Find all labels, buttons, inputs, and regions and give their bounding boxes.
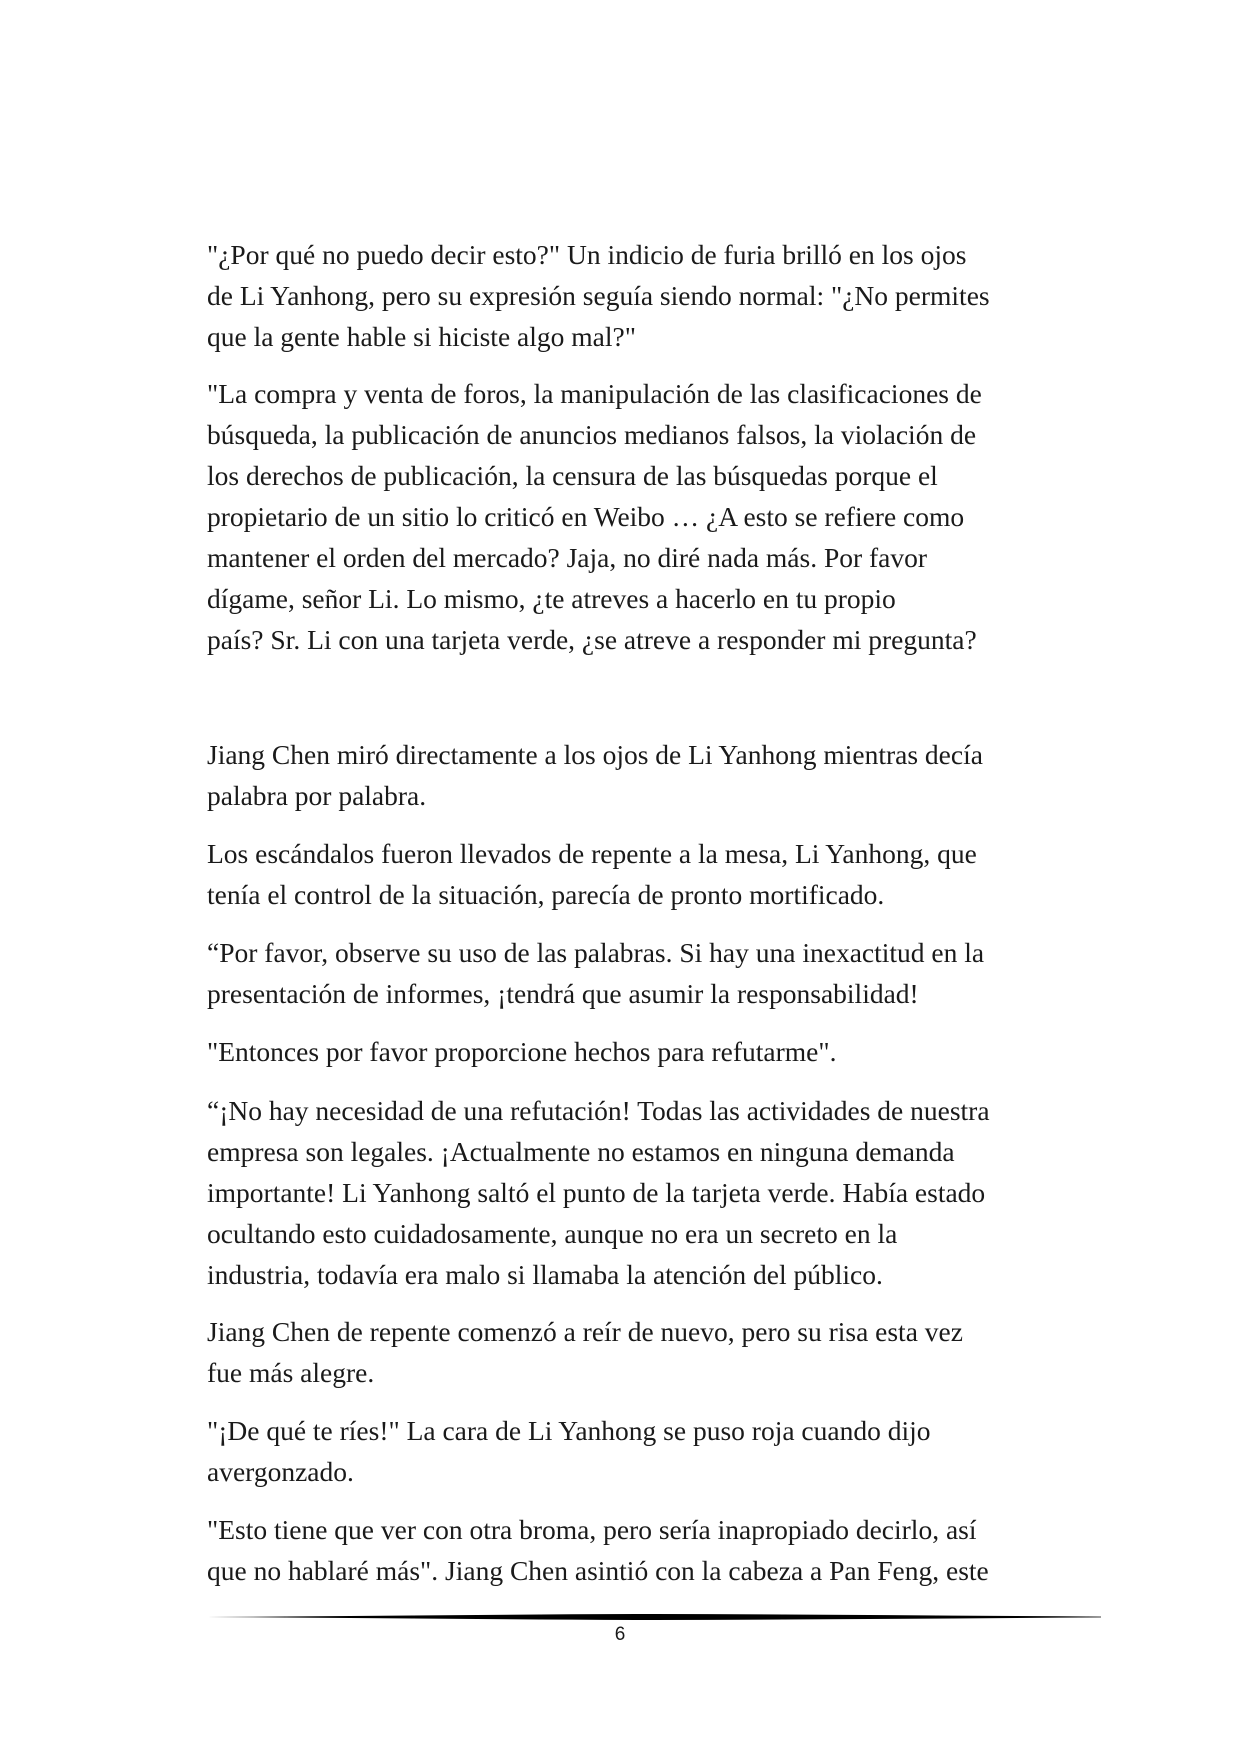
text-line: que la gente hable si hiciste algo mal?" — [207, 321, 636, 352]
text-line: "¿Por qué no puedo decir esto?" Un indicio de furia brilló en los ojos — [207, 239, 967, 270]
text-line: mantener el orden del mercado? Jaja, no diré nada más. Por favor — [207, 542, 928, 573]
text-line: Los escándalos fueron llevados de repente a la mesa, Li Yanhong, que — [207, 838, 977, 869]
text-line: importante! Li Yanhong saltó el punto de la tarjeta verde. Había estado — [207, 1177, 986, 1208]
text-line: ocultando esto cuidadosamente, aunque no era un secreto en la — [207, 1218, 898, 1249]
paragraph-8 — [207, 1311, 1077, 1393]
paragraph-5 — [207, 932, 1077, 1014]
text-line: "Esto tiene que ver con otra broma, pero sería inapropiado decirlo, así — [207, 1514, 977, 1545]
paragraph-1 — [207, 234, 1077, 357]
text-line: de Li Yanhong, pero su expresión seguía siendo normal: "¿No permites — [207, 280, 990, 311]
text-line: fue más alegre. — [207, 1357, 375, 1388]
text-line: avergonzado. — [207, 1456, 354, 1487]
text-line: industria, todavía era malo si llamaba la atención del público. — [207, 1259, 883, 1290]
paragraph-4 — [207, 833, 1077, 915]
page-number: 6 — [614, 1624, 626, 1645]
text-line: empresa son legales. ¡Actualmente no estamos en ninguna demanda — [207, 1136, 955, 1167]
paragraph-2 — [207, 373, 1077, 660]
text-line: país? Sr. Li con una tarjeta verde, ¿se atreve a responder mi pregunta? — [207, 624, 977, 655]
paragraph-3 — [207, 734, 1077, 816]
text-line: búsqueda, la publicación de anuncios medianos falsos, la violación de — [207, 419, 977, 450]
text-line: "Entonces por favor proporcione hechos para refutarme". — [207, 1036, 837, 1067]
text-line: los derechos de publicación, la censura de las búsquedas porque el — [207, 460, 938, 491]
text-line: “Por favor, observe su uso de las palabras. Si hay una inexactitud en la — [207, 937, 985, 968]
text-line: Jiang Chen de repente comenzó a reír de nuevo, pero su risa esta vez — [207, 1316, 963, 1347]
paragraph-6 — [207, 1031, 1077, 1072]
text-line: "La compra y venta de foros, la manipulación de las clasificaciones de — [207, 378, 982, 409]
paragraph-9 — [207, 1410, 1077, 1492]
text-line: palabra por palabra. — [207, 780, 427, 811]
text-line: “¡No hay necesidad de una refutación! Todas las actividades de nuestra — [207, 1095, 990, 1126]
text-line: que no hablaré más". Jiang Chen asintió con la cabeza a Pan Feng, este — [207, 1555, 989, 1586]
paragraph-10 — [207, 1509, 1077, 1591]
text-line: dígame, señor Li. Lo mismo, ¿te atreves a hacerlo en tu propio — [207, 583, 896, 614]
text-line: propietario de un sitio lo criticó en Weibo … ¿A esto se refiere como — [207, 501, 965, 532]
text-line: "¡De qué te ríes!" La cara de Li Yanhong se puso roja cuando dijo — [207, 1415, 931, 1446]
text-line: presentación de informes, ¡tendrá que asumir la responsabilidad! — [207, 978, 919, 1009]
text-line: Jiang Chen miró directamente a los ojos de Li Yanhong mientras decía — [207, 739, 983, 770]
paragraph-7 — [207, 1090, 1077, 1295]
text-line: tenía el control de la situación, parecía de pronto mortificado. — [207, 879, 885, 910]
